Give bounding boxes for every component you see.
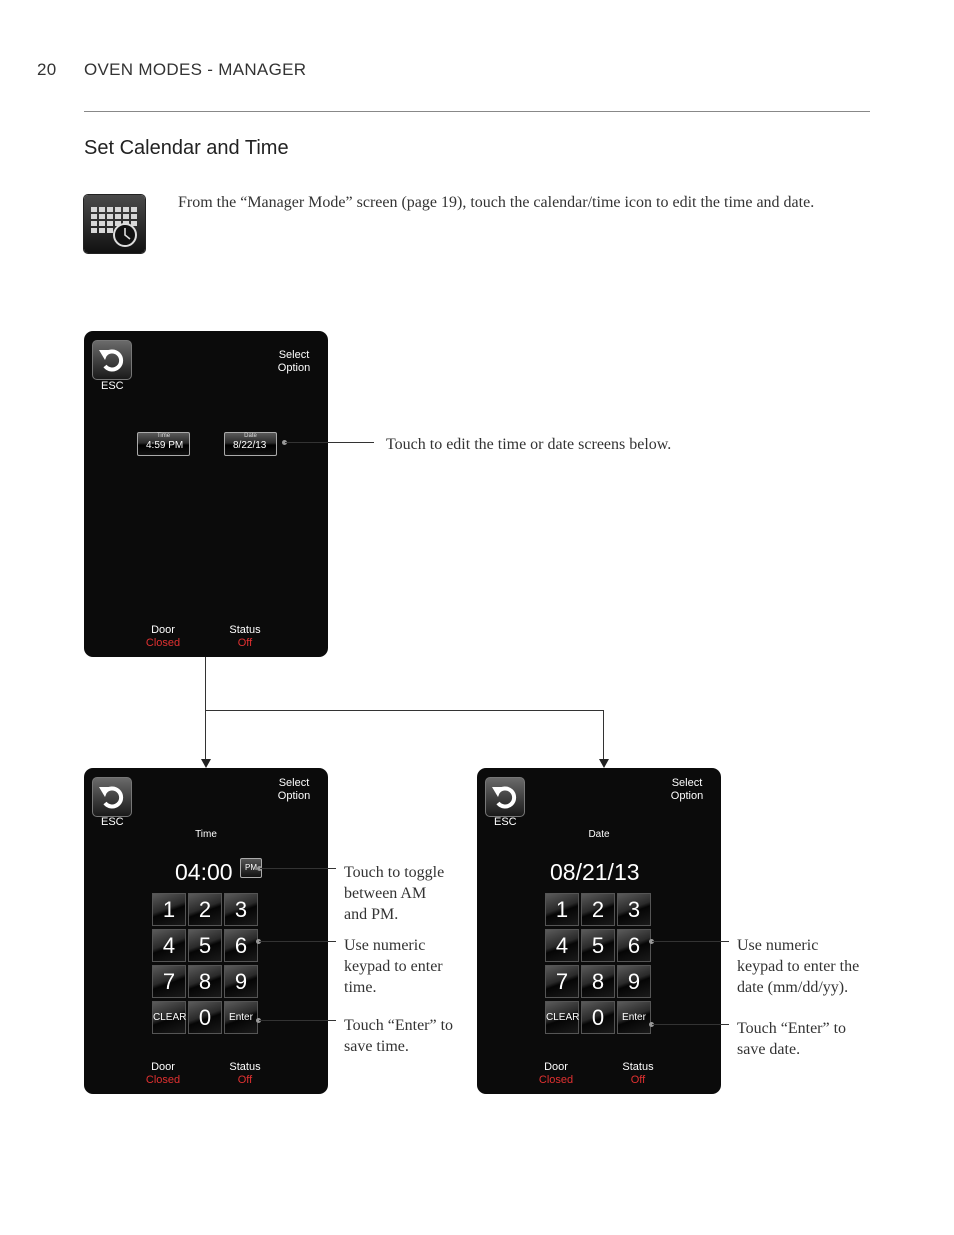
key-3[interactable]: 3 [617,893,651,926]
door-label: Door [151,1061,175,1073]
key-0[interactable]: 0 [188,1001,222,1034]
callout-line [260,868,336,869]
key-3[interactable]: 3 [224,893,258,926]
key-7[interactable]: 7 [545,965,579,998]
callout-line [259,941,336,942]
intro-text: From the “Manager Mode” screen (page 19), touch the calendar/time icon to edit the time and date. [178,194,815,211]
annotation-enter-date: Touch “Enter” to save date. [737,1020,847,1058]
key-7[interactable]: 7 [152,965,186,998]
status-value: Off [237,1074,253,1086]
time-button[interactable]: Time 4:59 PM [137,432,190,456]
flow-line [205,710,604,711]
callout-line [652,1024,729,1025]
annotation-numeric-date: Use numeric keypad to enter the date (mm/dd/yy). [737,937,860,996]
annotation-enter-time: Touch “Enter” to save time. [344,1017,454,1055]
flow-line [205,657,206,759]
key-4[interactable]: 4 [152,929,186,962]
annotation-edit: Touch to edit the time or date screens below. [386,436,672,453]
key-5[interactable]: 5 [581,929,615,962]
flow-line [603,710,604,759]
esc-label: ESC [101,380,124,392]
callout-line [259,1020,336,1021]
key-6[interactable]: 6 [617,929,651,962]
section-title: Set Calendar and Time [84,137,289,159]
annotation-toggle: Touch to toggle between AM and PM. [344,864,445,923]
status-value: Off [237,637,253,649]
key-9[interactable]: 9 [617,965,651,998]
ampm-toggle-button[interactable]: PM [240,858,262,878]
key-8[interactable]: 8 [581,965,615,998]
screen-title: Time [195,829,217,840]
door-value: Closed [145,637,181,649]
key-clear[interactable]: CLEAR [152,1001,186,1034]
callout-line [285,442,374,443]
date-button[interactable]: Date 8/22/13 [224,432,277,456]
arrow-down-icon [599,759,609,768]
select-option-label: Select Option [277,777,311,802]
select-screen [84,331,328,657]
key-enter[interactable]: Enter [617,1001,651,1034]
status-label: Status [622,1061,654,1073]
date-value: 08/21/13 [550,859,640,885]
annotation-numeric-time: Use numeric keypad to enter time. [344,937,443,996]
key-clear[interactable]: CLEAR [545,1001,579,1034]
date-screen [477,768,721,1094]
select-option-label: Select Option [277,349,311,374]
section-header: OVEN MODES - MANAGER [84,60,307,79]
status-label: Status [229,1061,261,1073]
calendar-time-icon [84,195,145,253]
door-value: Closed [145,1074,181,1086]
select-option-label: Select Option [670,777,704,802]
esc-label: ESC [494,816,517,828]
status-value: Off [630,1074,646,1086]
esc-button[interactable] [92,340,132,380]
back-arrow-icon [486,778,524,816]
key-enter[interactable]: Enter [224,1001,258,1034]
key-1[interactable]: 1 [545,893,579,926]
page-number: 20 [37,60,57,79]
key-0[interactable]: 0 [581,1001,615,1034]
key-4[interactable]: 4 [545,929,579,962]
callout-line [652,941,729,942]
door-label: Door [544,1061,568,1073]
door-label: Door [151,624,175,636]
arrow-down-icon [201,759,211,768]
esc-label: ESC [101,816,124,828]
key-9[interactable]: 9 [224,965,258,998]
screen-title: Date [588,829,610,840]
back-arrow-icon [93,778,131,816]
time-value: 04:00 [175,859,233,885]
back-arrow-icon [93,341,131,379]
key-8[interactable]: 8 [188,965,222,998]
key-1[interactable]: 1 [152,893,186,926]
esc-button[interactable] [92,777,132,817]
time-screen [84,768,328,1094]
key-6[interactable]: 6 [224,929,258,962]
door-value: Closed [538,1074,574,1086]
key-2[interactable]: 2 [188,893,222,926]
key-2[interactable]: 2 [581,893,615,926]
header-rule [84,111,870,112]
status-label: Status [229,624,261,636]
key-5[interactable]: 5 [188,929,222,962]
esc-button[interactable] [485,777,525,817]
